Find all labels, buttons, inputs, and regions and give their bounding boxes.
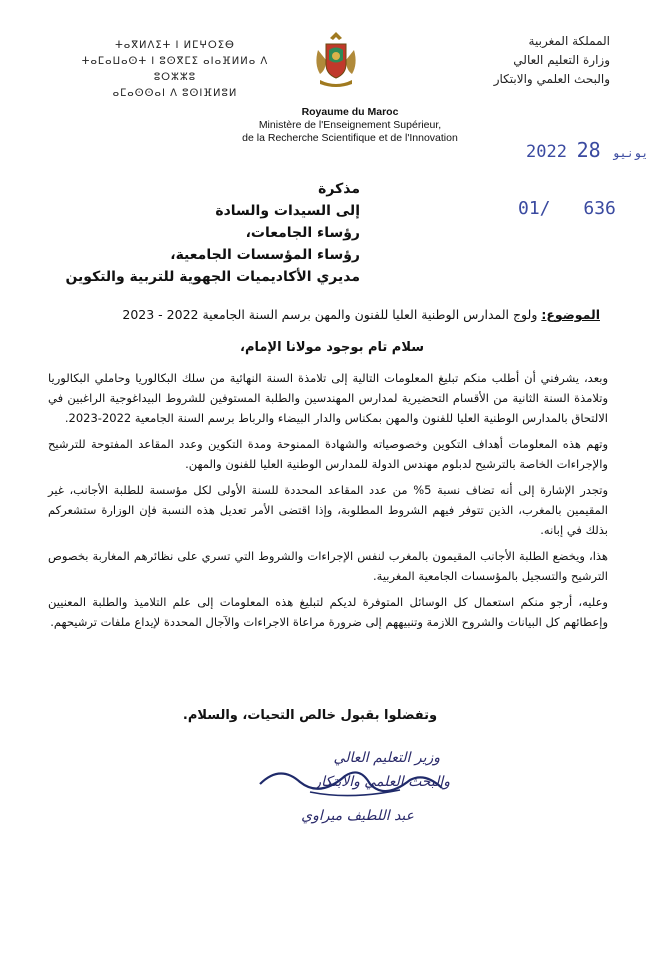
paragraph-4: هذا، ويخضع الطلبة الأجانب المقيمون بالمغرب لنفس الإجراءات والشروط التي تسري على نظائرهم المغاربة بخصوص الترشيح والتسجيل بالمؤسسات الجامعية المغربية. (48, 549, 608, 583)
french-header-line-2: Ministère de l'Enseignement Supérieur, (258, 119, 442, 131)
closing-line: وتفضلوا بقبول خالص التحيات، والسلام. (182, 708, 438, 723)
tifinagh-header (60, 38, 290, 102)
paragraph-2: وتهم هذه المعلومات أهداف التكوين وخصوصياته والشهادة الممنوحة ومدة التكوين وعدد المقاعد المفتوحة للترشيح والإجراءات الخاصة بالترشيح لدبلوم مهندس الدولة للمدارس الوطنية العليا للفنون والمهن. (48, 437, 608, 471)
french-header-line-1: Royaume du Maroc (301, 106, 399, 118)
addressee-line-3: رؤساء المؤسسات الجامعية، (170, 247, 360, 263)
greeting: سلام تام بوجود مولانا الإمام، (240, 340, 424, 355)
reference-suffix: 01/ (518, 198, 551, 219)
memo-title: مذكرة (318, 181, 360, 197)
subject-label: الموضوع: (541, 307, 600, 322)
body-text (48, 368, 608, 632)
signature-line-2: والبحث العلمي والابتكار (314, 774, 450, 790)
paragraph-3: وتجدر الإشارة إلى أنه تضاف نسبة 5% من عدد المقاعد المحددة للسنة الأولى لكل مؤسسة للطلبة الأجانب، غير المقيمين بالمغرب، الذين تتوفر فيهم الشروط المطلوبة، وإذا اقتضى الأمر تعديل هذه النسبة فإن الوزارة ستشعركم بذلك في إبانه. (48, 483, 608, 537)
tifinagh-line-2: ⵜⴰⵎⴰⵡⴰⵙⵜ ⵏ ⵓⵙⴳⵎⵉ ⴰⵏⴰⴼⵍⵍⴰ ⴷ ⵓⵔⵣⵣⵓ (81, 56, 269, 83)
subject-line (100, 307, 600, 322)
coat-of-arms-icon (312, 30, 360, 90)
arabic-header (440, 32, 610, 89)
reference-main: 636 (583, 198, 616, 219)
date-stamp (526, 138, 649, 164)
french-header (210, 106, 490, 145)
arabic-header-line-2: وزارة التعليم العالي (513, 53, 610, 67)
handwritten-signature-icon (250, 754, 450, 804)
addressee-block (65, 178, 360, 288)
signature-line-1: وزير التعليم العالي (333, 750, 440, 766)
reference-number (518, 198, 628, 219)
date-day: 28 (576, 138, 601, 162)
addressee-line-4: مديري الأكاديميات الجهوية للتربية والتكوين (65, 269, 360, 285)
arabic-header-line-3: والبحث العلمي والابتكار (493, 72, 610, 86)
date-month: يونيو (612, 146, 649, 160)
arabic-header-line-1: المملكة المغربية (528, 34, 610, 48)
subject-text: ولوج المدارس الوطنية العليا للفنون والمهن برسم السنة الجامعية 2022 - 2023 (122, 307, 538, 322)
addressee-line-1: إلى السيدات والسادة (215, 203, 360, 219)
addressee-line-2: رؤساء الجامعات، (245, 225, 360, 241)
paragraph-1: وبعد، يشرفني أن أطلب منكم تبليغ المعلومات التالية إلى تلامذة السنة النهائية من سلك البكالوريا وحاملي البكالوريا وتلامذة السنة الثانية من الأقسام التحضيرية لمدارس المهندسين والطلبة المستوفين للشروط البيداغوجية الراغبين في الالتحاق بالمدارس الوطنية العليا للفنون والمهن بمكناس والدار البيضاء والرباط برسم السنة الجامعية 2022-2023. (48, 371, 608, 425)
signature-name: عبد اللطيف ميراوي (301, 808, 414, 824)
tifinagh-line-3: ⴰⵎⴰⵙⵙⴰⵏ ⴷ ⵓⵙⵏⴼⵍⵓⵍ (112, 88, 238, 99)
french-header-line-3: de la Recherche Scientifique et de l'Innovation (242, 132, 458, 144)
paragraph-5: وعليه، أرجو منكم استعمال كل الوسائل المتوفرة لديكم لتبليغ هذه المعلومات إلى علم التلاميذ والطلبة المعنيين وإعطائهم كل البيانات والشروح اللازمة وتنبيههم إلى ضرورة مراعاة الاجراءات والآجال المحددة لإيداع ملفات ترشيحهم. (48, 595, 608, 629)
date-year: 2022 (526, 142, 567, 162)
signature-block (250, 750, 450, 830)
tifinagh-line-1: ⵜⴰⴳⵍⴷⵉⵜ ⵏ ⵍⵎⵖⵔⵉⴱ (115, 40, 235, 51)
